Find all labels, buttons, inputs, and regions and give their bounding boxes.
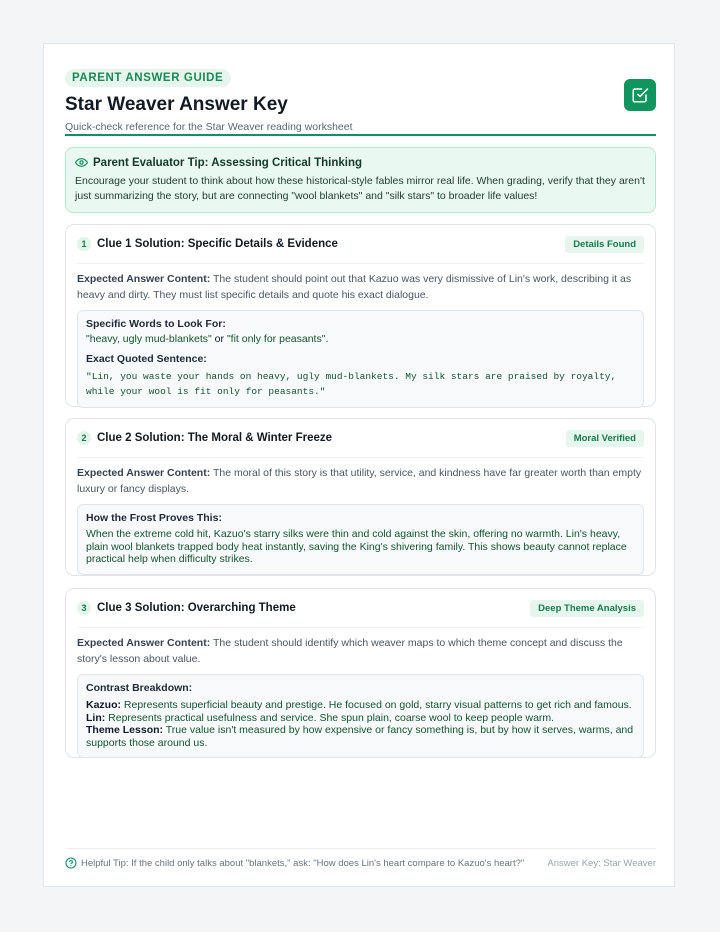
lesson-label: Theme Lesson: — [86, 724, 164, 736]
kazuo-text: Represents superficial beauty and prestige. He focused on gold, starry visual patterns to get rich and famous. — [123, 699, 632, 711]
clue-number: 3 — [77, 601, 91, 615]
expected-answer — [77, 272, 644, 303]
status-badge: Details Found — [565, 236, 644, 253]
word-phrase-1: "heavy, ugly mud-blankets" — [86, 333, 212, 345]
page-title: Star Weaver Answer Key — [65, 94, 288, 115]
tip-text: Encourage your student to think about how these historical-style fables mirror real life. When grading, verify that they aren't just summarizing the story, but are connecting "wool blankets" and "silk stars" to broader life values! — [75, 175, 645, 202]
word-phrase-2: "fit only for peasants". — [226, 333, 329, 345]
expected-label: Expected Answer Content: — [77, 273, 211, 285]
expected-label: Expected Answer Content: — [77, 637, 211, 649]
expected-text: The student should identify which weaver maps to which theme concept and discuss the story's lesson about value. — [77, 637, 623, 665]
frost-proof-box — [77, 504, 644, 575]
status-badge: Deep Theme Analysis — [530, 600, 644, 617]
page-subtitle: Quick-check reference for the Star Weaver reading worksheet — [65, 121, 353, 133]
quoted-sentence: "Lin, you waste your hands on heavy, ugly mud-blankets. My silk stars are praised by royalty, while your wool is fit only for peasants." — [86, 370, 617, 397]
expected-label: Expected Answer Content: — [77, 467, 211, 479]
quote-heading: Exact Quoted Sentence: — [86, 352, 207, 365]
clue-2-card — [65, 418, 656, 576]
page-header — [65, 68, 656, 133]
expected-text: The moral of this story is that utility, service, and kindness have far greater worth than empty luxury or fancy displays. — [77, 467, 642, 495]
lin-label: Lin: — [86, 711, 106, 724]
checkbox-icon — [624, 79, 656, 111]
inner-text: When the extreme cold hit, Kazuo's starry silks were thin and cold against the skin, offering no warmth. Lin's heavy, plain wool blankets trapped body heat instantly, saving the King's shivering family. This shows beauty cannot replace practical help when difficulty strikes. — [86, 528, 627, 565]
word-or: or — [214, 333, 225, 345]
evaluator-tip-box — [65, 147, 656, 213]
footer-tip: Helpful Tip: If the child only talks about "blankets," ask: "How does Lin's heart compare to Kazuo's heart?" — [81, 857, 525, 869]
page-footer — [65, 848, 656, 877]
lin-text: Represents practical usefulness and service. She spun plain, coarse wool to keep people warm. — [108, 711, 555, 724]
evidence-box — [77, 310, 644, 408]
help-circle-icon — [65, 857, 77, 869]
contrast-box — [77, 674, 644, 758]
clue-number: 2 — [77, 431, 91, 445]
answer-key-page — [43, 43, 675, 887]
header-divider — [65, 134, 656, 136]
inner-heading: Contrast Breakdown: — [86, 682, 193, 694]
expected-answer — [77, 636, 644, 667]
expected-text: The student should point out that Kazuo was very dismissive of Lin's work, describing it as heavy and dirty. They must list specific details and quote his exact dialogue. — [77, 273, 632, 301]
lesson-text: True value isn't measured by how expensive or fancy something is, but by how it serves, warms, and supports those around us. — [86, 724, 634, 749]
guide-badge: PARENT ANSWER GUIDE — [65, 69, 231, 87]
clue-title: Clue 1 Solution: Specific Details & Evidence — [97, 238, 338, 250]
kazuo-label: Kazuo: — [86, 699, 121, 711]
clue-number: 1 — [77, 237, 91, 251]
status-badge: Moral Verified — [566, 430, 644, 447]
footer-label: Answer Key: Star Weaver — [547, 857, 656, 869]
inner-heading: How the Frost Proves This: — [86, 512, 222, 524]
clue-1-card — [65, 224, 656, 407]
clue-title: Clue 2 Solution: The Moral & Winter Freeze — [97, 432, 333, 444]
contrast-list — [86, 699, 635, 749]
tip-title: Parent Evaluator Tip: Assessing Critical Thinking — [93, 156, 363, 169]
eye-icon — [75, 156, 88, 169]
expected-answer — [77, 466, 644, 497]
words-heading: Specific Words to Look For: — [86, 318, 226, 330]
words-list — [86, 333, 635, 346]
clue-3-card — [65, 588, 656, 758]
clue-title: Clue 3 Solution: Overarching Theme — [97, 602, 296, 614]
